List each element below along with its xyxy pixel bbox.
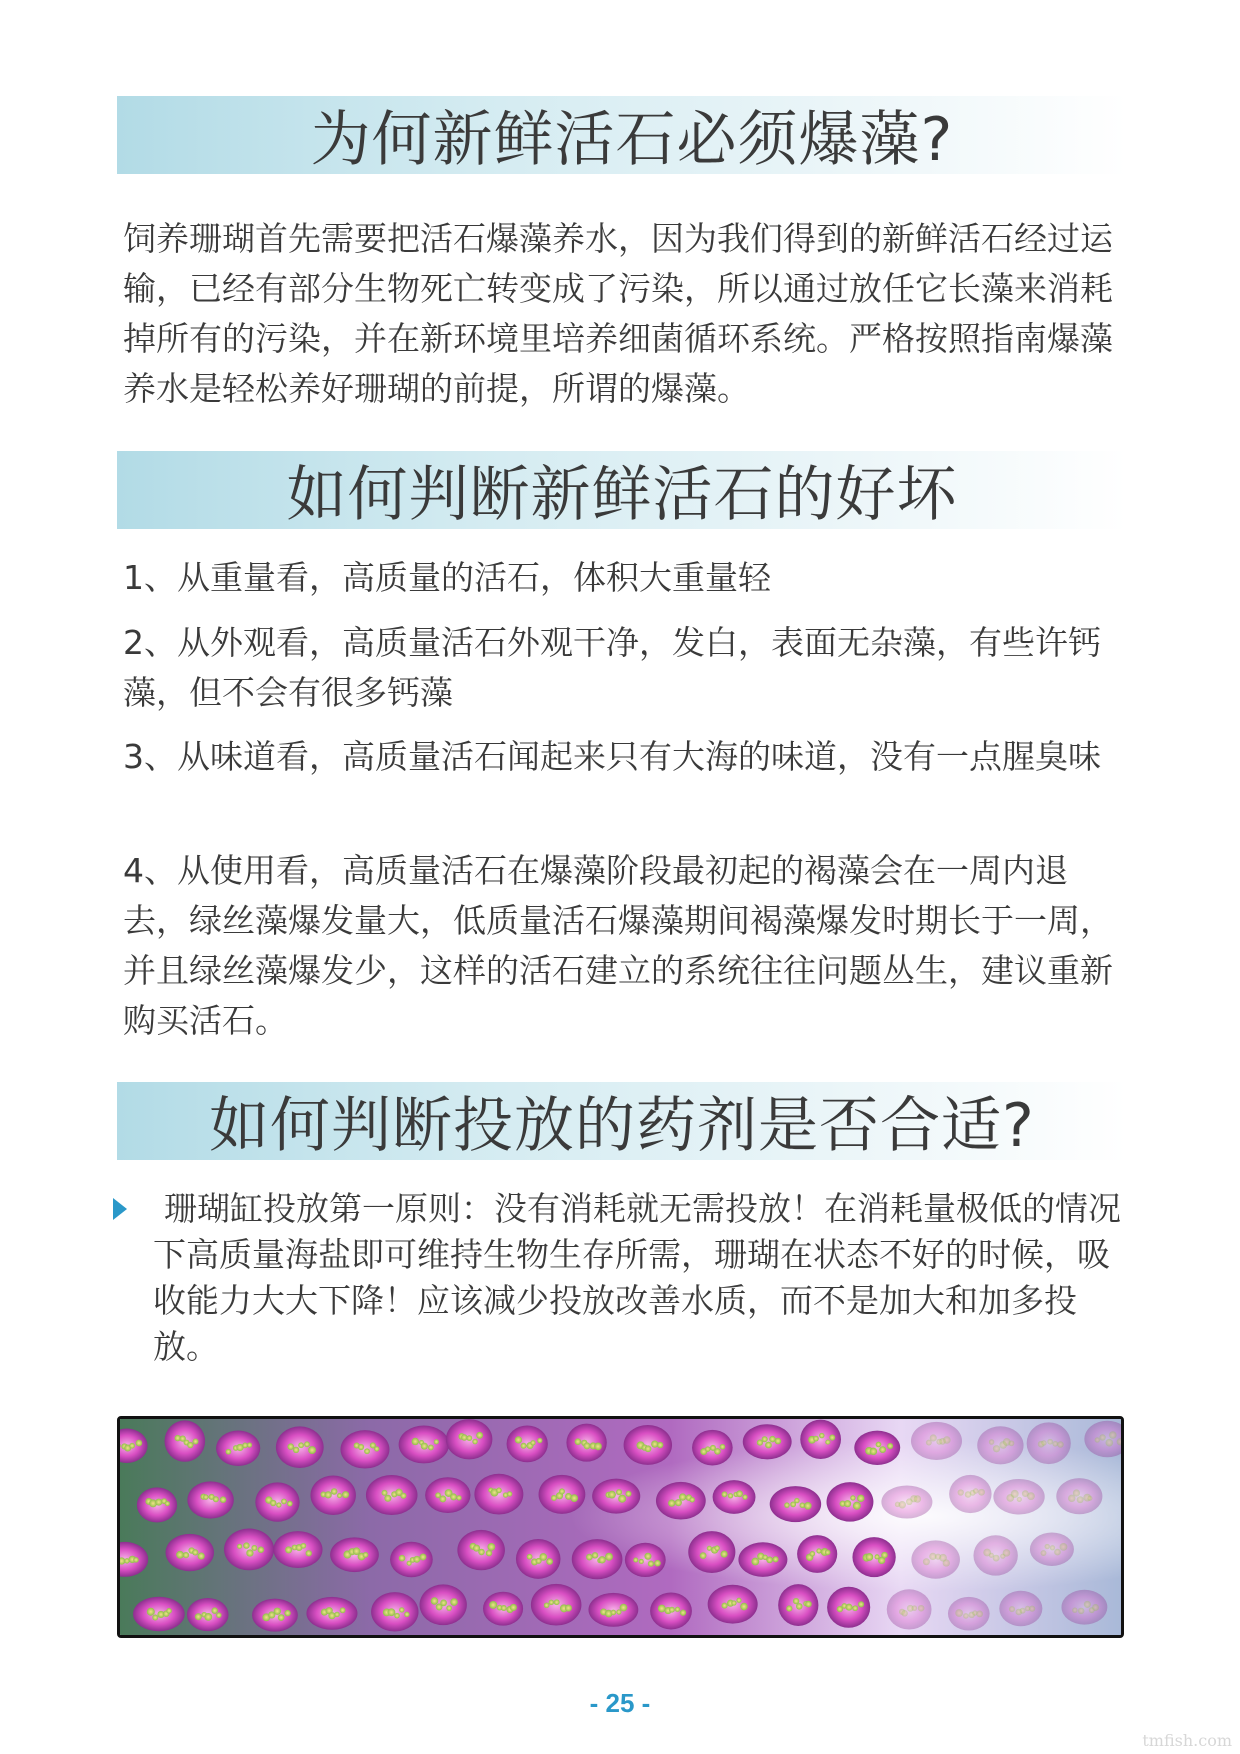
- polyp-tentacle: [625, 1491, 631, 1497]
- polyp-tentacle: [412, 1438, 419, 1445]
- polyp-tentacle: [881, 1552, 888, 1559]
- coral-polyp: [911, 1422, 962, 1460]
- polyp-tentacle: [1087, 1496, 1092, 1501]
- polyp-tentacle: [901, 1610, 907, 1616]
- polyp-tentacle: [147, 1608, 155, 1616]
- polyp-tentacle: [166, 1608, 172, 1614]
- polyp-tentacle: [918, 1605, 925, 1612]
- polyp-tentacle: [796, 1603, 803, 1610]
- coral-polyp: [310, 1475, 355, 1515]
- polyp-tentacle: [858, 1601, 864, 1607]
- polyp-tentacle: [825, 1550, 831, 1556]
- polyp-tentacle: [489, 1601, 497, 1609]
- coral-polyp: [852, 1537, 895, 1577]
- polyp-tentacle: [308, 1446, 316, 1454]
- coral-polyp: [800, 1420, 841, 1459]
- polyp-tentacle: [287, 1501, 293, 1507]
- polyp-tentacle: [1078, 1608, 1084, 1614]
- polyp-tentacle: [1041, 1440, 1046, 1445]
- polyp-tentacle: [930, 1434, 937, 1441]
- polyp-tentacle: [675, 1607, 680, 1612]
- polyp-tentacle: [301, 1543, 307, 1549]
- polyp-tentacle: [334, 1612, 339, 1617]
- polyp-tentacle: [1084, 1601, 1091, 1608]
- coral-polyp: [624, 1425, 672, 1465]
- polyp-tentacle: [155, 1499, 162, 1506]
- polyp-tentacle: [501, 1605, 507, 1611]
- section-heading-band: [117, 1082, 1127, 1160]
- polyp-tentacle: [993, 1555, 1000, 1562]
- polyp-tentacle: [382, 1490, 388, 1496]
- polyp-tentacle: [700, 1552, 707, 1559]
- polyp-tentacle: [714, 1545, 720, 1551]
- polyp-tentacle: [466, 1435, 472, 1441]
- polyp-tentacle: [388, 1608, 396, 1616]
- polyp-tentacle: [618, 1495, 626, 1503]
- polyp-tentacle: [1099, 1434, 1105, 1440]
- section-heading-band: [117, 451, 1127, 529]
- polyp-tentacle: [404, 1612, 409, 1617]
- polyp-tentacle: [570, 1494, 578, 1502]
- polyp-tentacle: [420, 1554, 427, 1561]
- polyp-tentacle: [816, 1548, 821, 1553]
- polyp-tentacle: [1092, 1604, 1099, 1611]
- polyp-tentacle: [306, 1550, 312, 1556]
- polyp-tentacle: [195, 1613, 202, 1620]
- polyp-tentacle: [616, 1489, 622, 1495]
- polyp-tentacle: [976, 1610, 983, 1617]
- polyp-tentacle: [887, 1443, 893, 1449]
- polyp-tentacle: [399, 1607, 404, 1612]
- polyp-tentacle: [958, 1489, 964, 1495]
- polyp-tentacle: [546, 1558, 553, 1565]
- polyp-tentacle: [1060, 1543, 1068, 1551]
- polyp-tentacle: [689, 1497, 694, 1502]
- polyp-tentacle: [914, 1495, 921, 1502]
- polyp-tentacle: [364, 1448, 370, 1454]
- polyp-tentacle: [736, 1490, 743, 1497]
- polyp-tentacle: [1109, 1431, 1117, 1439]
- polyp-tentacle: [413, 1556, 420, 1563]
- polyp-tentacle: [204, 1613, 212, 1621]
- coral-polyp: [255, 1482, 299, 1521]
- polyp-tentacle: [766, 1557, 773, 1564]
- polyp-tentacle: [288, 1443, 294, 1449]
- polyp-tentacle: [657, 1442, 663, 1448]
- polyp-tentacle: [731, 1600, 736, 1605]
- polyp-tentacle: [857, 1495, 864, 1502]
- rock-tip-smell: 3、从味道看，高质量活石闻起来只有大海的味道，没有一点腥臭味: [123, 737, 1101, 776]
- polyp-tentacle: [775, 1438, 782, 1445]
- polyp-tentacle: [439, 1495, 446, 1502]
- polyp-tentacle: [680, 1610, 686, 1616]
- polyp-tentacle: [1072, 1608, 1077, 1613]
- polyp-tentacle: [592, 1552, 598, 1558]
- polyp-tentacle: [293, 1447, 299, 1453]
- polyp-tentacle: [810, 1551, 815, 1556]
- polyp-tentacle: [654, 1560, 661, 1567]
- polyp-tentacle: [963, 1613, 969, 1619]
- polyp-tentacle: [844, 1500, 851, 1507]
- polyp-tentacle: [605, 1553, 613, 1561]
- polyp-tentacle: [216, 1612, 222, 1618]
- polyp-tentacle: [765, 1442, 772, 1449]
- polyp-tentacle: [1045, 1544, 1050, 1549]
- polyp-tentacle: [278, 1614, 285, 1621]
- dosing-bullet-text: 珊瑚缸投放第一原则：没有消耗就无需投放！在消耗量极低的情况下高质量海盐即可维持生物生存所需，珊瑚在状态不好的时候，吸收能力大大下降！应该减少投放改善水质，而不是加大和加多投放。: [153, 1189, 1121, 1366]
- polyp-tentacle: [450, 1598, 458, 1606]
- polyp-tentacle: [1009, 1606, 1015, 1612]
- rock-tip-usage: 4、从使用看，高质量活石在爆藻阶段最初起的褐藻会在一周内退去，绿丝藻爆发量大，低质量活石爆藻期间褐藻爆发时期长于一周，并且绿丝藻爆发少，这样的活石建立的系统往往问题丛生，建议重新购买活石。: [123, 851, 1113, 1040]
- polyp-tentacle: [1057, 1441, 1063, 1447]
- polyp-tentacle: [721, 1551, 728, 1558]
- polyp-tentacle: [736, 1598, 741, 1603]
- section-heading-band: [117, 96, 1127, 174]
- polyp-tentacle: [276, 1502, 281, 1507]
- polyp-tentacle: [246, 1549, 253, 1556]
- polyp-tentacle: [1050, 1545, 1055, 1550]
- polyp-tentacle: [1020, 1608, 1026, 1614]
- polyp-tentacle: [243, 1542, 249, 1548]
- coral-polyp: [854, 1431, 900, 1465]
- coral-polyp: [911, 1540, 960, 1578]
- polyp-tentacle: [1106, 1439, 1114, 1447]
- polyp-tentacle: [274, 1608, 281, 1615]
- polyp-tentacle: [340, 1607, 346, 1613]
- polyp-tentacle: [705, 1446, 711, 1452]
- polyp-tentacle: [669, 1607, 675, 1613]
- polyp-tentacle: [559, 1488, 565, 1494]
- polyp-tentacle: [846, 1604, 853, 1611]
- polyp-tentacle: [978, 1489, 985, 1496]
- polyp-tentacle: [478, 1549, 484, 1555]
- polyp-tentacle: [1095, 1437, 1100, 1442]
- polyp-tentacle: [298, 1442, 304, 1448]
- polyp-tentacle: [773, 1556, 779, 1562]
- polyp-tentacle: [813, 1436, 819, 1442]
- polyp-tentacle: [1009, 1440, 1015, 1446]
- polyp-tentacle: [285, 1546, 292, 1553]
- polyp-tentacle: [337, 1493, 342, 1498]
- coral-polyps-illustration: [120, 1419, 1121, 1635]
- polyp-tentacle: [363, 1552, 369, 1558]
- polyp-tentacle: [476, 1432, 483, 1439]
- polyp-tentacle: [943, 1436, 950, 1443]
- polyp-tentacle: [633, 1557, 638, 1562]
- polyp-tentacle: [251, 1545, 257, 1551]
- polyp-tentacle: [281, 1499, 287, 1505]
- coral-polyp: [187, 1481, 233, 1518]
- coral-photo: [117, 1416, 1124, 1638]
- polyp-tentacle: [1052, 1441, 1058, 1447]
- polyp-tentacle: [1017, 1497, 1022, 1502]
- section-heading-judge-rock: 如何判断新鲜活石的好坏: [286, 460, 958, 530]
- polyp-tentacle: [456, 1495, 461, 1500]
- polyp-tentacle: [804, 1502, 812, 1510]
- polyp-tentacle: [728, 1493, 733, 1498]
- polyp-tentacle: [829, 1435, 835, 1441]
- polyp-tentacle: [565, 1604, 572, 1611]
- polyp-tentacle: [450, 1493, 457, 1500]
- intro-paragraph: 饲养珊瑚首先需要把活石爆藻养水，因为我们得到的新鲜活石经过运输，已经有部分生物死亡转变成了污染，所以通过放任它长藻来消耗掉所有的污染，并在新环境里培养细菌循环系统。严格按照指南爆藻养水是轻松养好珊瑚的前提，所谓的爆藻。: [123, 219, 1113, 408]
- rock-tip-appearance: 2、从外观看，高质量活石外观干净，发白，表面无杂藻，有些许钙藻，但不会有很多钙藻: [123, 623, 1101, 712]
- polyp-tentacle: [544, 1602, 550, 1608]
- polyp-tentacle: [394, 1613, 400, 1619]
- coral-polyp: [625, 1543, 666, 1577]
- polyp-tentacle: [198, 1552, 205, 1559]
- coral-polyp: [797, 1535, 837, 1573]
- polyp-tentacle: [431, 1597, 438, 1604]
- polyp-tentacle: [819, 1433, 824, 1438]
- polyp-tentacle: [203, 1494, 208, 1499]
- dosing-bullet: [113, 1186, 1128, 1370]
- polyp-tentacle: [1054, 1549, 1061, 1556]
- polyp-tentacle: [973, 1488, 979, 1494]
- polyp-tentacle: [374, 1446, 379, 1451]
- polyp-tentacle: [645, 1445, 652, 1452]
- polyp-tentacle: [133, 1557, 139, 1563]
- polyp-tentacle: [527, 1554, 533, 1560]
- polyp-tentacle: [1027, 1492, 1035, 1500]
- polyp-tentacle: [486, 1550, 492, 1556]
- polyp-tentacle: [668, 1500, 675, 1507]
- polyp-tentacle: [575, 1438, 582, 1445]
- polyp-tentacle: [554, 1599, 560, 1605]
- polyp-tentacle: [472, 1439, 477, 1444]
- polyp-tentacle: [331, 1488, 337, 1494]
- polyp-tentacle: [440, 1600, 447, 1607]
- polyp-tentacle: [742, 1494, 747, 1499]
- polyp-tentacle: [213, 1496, 219, 1502]
- polyp-tentacle: [784, 1502, 789, 1507]
- coral-polyp: [743, 1424, 792, 1459]
- polyp-tentacle: [722, 1603, 728, 1609]
- polyp-tentacle: [226, 1449, 232, 1455]
- polyp-tentacle: [384, 1495, 391, 1502]
- polyp-tentacle: [679, 1493, 686, 1500]
- polyp-tentacle: [304, 1441, 310, 1447]
- polyp-tentacle: [923, 1558, 930, 1565]
- polyp-tentacle: [284, 1610, 290, 1616]
- polyp-tentacle: [530, 1440, 535, 1445]
- polyp-tentacle: [762, 1436, 768, 1442]
- polyp-tentacle: [400, 1493, 406, 1499]
- polyp-tentacle: [399, 1555, 406, 1562]
- polyp-tentacle: [870, 1448, 877, 1455]
- polyp-tentacle: [549, 1600, 554, 1605]
- polyp-tentacle: [586, 1554, 593, 1561]
- polyp-tentacle: [720, 1444, 726, 1450]
- section-heading-judge-dosing: 如何判断投放的药剂是否合适?: [209, 1091, 1035, 1161]
- polyp-tentacle: [446, 1605, 452, 1611]
- polyp-tentacle: [193, 1438, 199, 1444]
- polyp-tentacle: [487, 1543, 495, 1551]
- polyp-tentacle: [852, 1605, 858, 1611]
- polyp-tentacle: [325, 1491, 332, 1498]
- polyp-tentacle: [866, 1553, 874, 1561]
- polyp-tentacle: [608, 1491, 616, 1499]
- polyp-tentacle: [220, 1496, 227, 1503]
- polyp-tentacle: [507, 1491, 512, 1496]
- polyp-tentacle: [270, 1500, 276, 1506]
- rock-tip-weight: 1、从重量看，高质量的活石，体积大重量轻: [123, 558, 771, 597]
- polyp-tentacle: [751, 1558, 759, 1566]
- polyp-tentacle: [187, 1442, 193, 1448]
- polyp-tentacle: [853, 1502, 861, 1510]
- polyp-tentacle: [1047, 1439, 1053, 1445]
- polyp-tentacle: [129, 1443, 135, 1449]
- polyp-tentacle: [943, 1559, 950, 1566]
- polyp-tentacle: [899, 1501, 906, 1508]
- polyp-tentacle: [955, 1609, 963, 1617]
- polyp-tentacle: [1029, 1606, 1035, 1612]
- coral-polyp: [330, 1537, 379, 1572]
- coral-polyp: [592, 1479, 640, 1514]
- polyp-tentacle: [515, 1436, 522, 1443]
- polyp-tentacle: [537, 1438, 542, 1443]
- polyp-tentacle: [594, 1443, 602, 1451]
- polyp-tentacle: [794, 1498, 799, 1503]
- polyp-tentacle: [598, 1556, 605, 1563]
- polyp-tentacle: [611, 1610, 617, 1616]
- polyp-tentacle: [876, 1442, 882, 1448]
- polyp-tentacle: [428, 1445, 434, 1451]
- polyp-tentacle: [539, 1553, 547, 1561]
- page-number: - 25 -: [589, 1688, 651, 1718]
- polyp-tentacle: [152, 1615, 158, 1621]
- watermark-text: tmfish.com: [1142, 1731, 1232, 1750]
- coral-polyp: [738, 1542, 787, 1577]
- polyp-tentacle: [583, 1442, 590, 1449]
- polyp-tentacle: [192, 1549, 198, 1555]
- polyp-tentacle: [510, 1604, 517, 1611]
- polyp-tentacle: [521, 1443, 527, 1449]
- polyp-tentacle: [714, 1448, 721, 1455]
- polyp-tentacle: [176, 1551, 184, 1559]
- polyp-tentacle: [358, 1444, 364, 1450]
- polyp-tentacle: [644, 1553, 651, 1560]
- triangle-right-icon: [113, 1198, 127, 1220]
- polyp-tentacle: [1003, 1549, 1011, 1557]
- polyp-tentacle: [879, 1446, 886, 1453]
- polyp-tentacle: [993, 1445, 1000, 1452]
- polyp-tentacle: [825, 1440, 830, 1445]
- polyp-tentacle: [1073, 1489, 1080, 1496]
- polyp-tentacle: [421, 1443, 428, 1450]
- coral-polyp: [713, 1480, 756, 1514]
- polyp-tentacle: [989, 1439, 994, 1444]
- polyp-tentacle: [496, 1487, 502, 1493]
- polyp-tentacle: [212, 1607, 218, 1613]
- polyp-tentacle: [183, 1552, 189, 1558]
- polyp-tentacle: [165, 1501, 170, 1506]
- coral-polyp: [1061, 1590, 1107, 1625]
- polyp-tentacle: [247, 1442, 252, 1447]
- polyp-tentacle: [328, 1612, 335, 1619]
- polyp-tentacle: [912, 1605, 917, 1610]
- section-heading-why-bloom: 为何新鲜活石必须爆藻?: [310, 105, 954, 175]
- polyp-tentacle: [434, 1439, 439, 1444]
- coral-polyp: [993, 1479, 1044, 1515]
- coral-polyp: [572, 1539, 623, 1579]
- coral-polyp: [1056, 1478, 1102, 1514]
- polyp-tentacle: [258, 1547, 264, 1553]
- polyp-tentacle: [1077, 1496, 1084, 1503]
- polyp-tentacle: [620, 1604, 628, 1612]
- coral-polyp: [474, 1474, 523, 1515]
- polyp-tentacle: [786, 1605, 792, 1611]
- polyp-tentacle: [342, 1491, 349, 1498]
- polyp-tentacle: [658, 1605, 666, 1613]
- polyp-tentacle: [805, 1601, 812, 1608]
- polyp-tentacle: [136, 1440, 143, 1447]
- polyp-tentacle: [1011, 1490, 1019, 1498]
- polyp-tentacle: [740, 1603, 748, 1611]
- polyp-tentacle: [237, 1544, 242, 1549]
- polyp-tentacle: [639, 1559, 644, 1564]
- coral-polyp: [224, 1529, 274, 1571]
- polyp-tentacle: [850, 1495, 855, 1500]
- polyp-tentacle: [648, 1561, 654, 1567]
- polyp-tentacle: [722, 1491, 728, 1497]
- polyp-tentacle: [1041, 1550, 1047, 1556]
